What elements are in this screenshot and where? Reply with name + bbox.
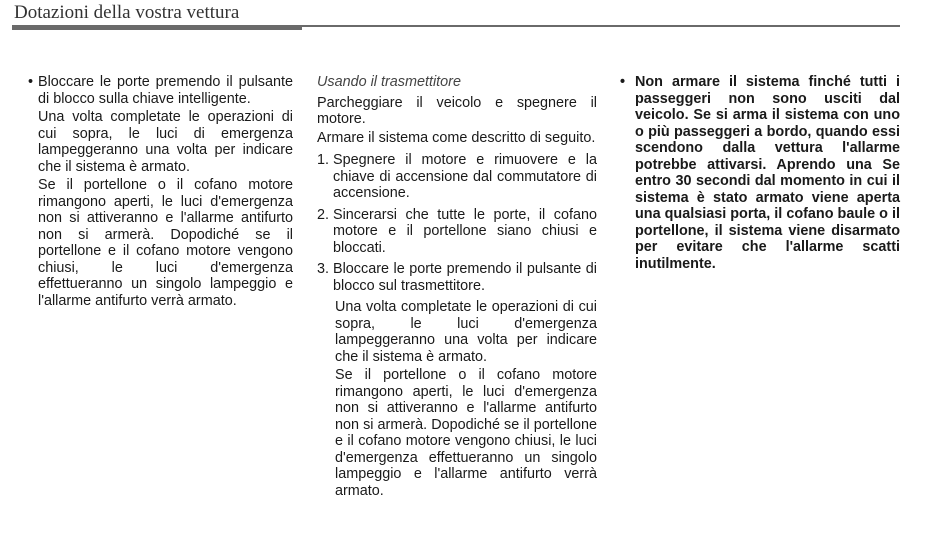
- bullet-item: [28, 74, 293, 107]
- paragraph: Se il portellone o il cofano motore rimangono aperti, le luci d'emergenza non si attiveranno e l'allarme antifurto non si armerà. Dopodiché se il portellone e il cofano motore vengono chiusi, le luci d'emergenza effettueranno un singolo lampeggio e l'allarme antifurto verrà armato.: [335, 367, 597, 499]
- column-1: [28, 74, 293, 311]
- step-item: [317, 261, 597, 294]
- step-item: [317, 152, 597, 202]
- section-subheading: Usando il trasmettitore: [317, 74, 461, 90]
- paragraph: Una volta completate le operazioni di cui sopra, le luci di emergenza lampeggeranno una volta per indicare che il sistema è armato.: [38, 109, 293, 175]
- page-title: Dotazioni della vostra vettura: [14, 2, 240, 23]
- paragraph: Se il portellone o il cofano motore rimangono aperti, le luci d'emergenza non si attiveranno e l'allarme antifurto non si armerà. Dopodiché se il portellone e il cofano motore vengono chiusi, le luci d'emergenza effettueranno un singolo lampeggio e l'allarme antifurto verrà armato.: [38, 177, 293, 309]
- column-2: [317, 74, 597, 501]
- step-number: 3.: [317, 261, 330, 277]
- bullet-marker: •: [28, 74, 34, 90]
- step-item: [317, 207, 597, 257]
- step-text: Bloccare le porte premendo il pulsante di blocco sul trasmettitore.: [333, 261, 597, 294]
- page-header: [12, 0, 900, 32]
- step-text: Spegnere il motore e rimuovere e la chiave di accensione dal commutatore di accensione.: [333, 152, 597, 201]
- column-3: [620, 74, 900, 274]
- paragraph: Armare il sistema come descritto di seguito.: [317, 129, 596, 146]
- step-number: 1.: [317, 152, 330, 168]
- step-text: Sincerarsi che tutte le porte, il cofano motore e il portellone siano chiusi e bloccati.: [333, 206, 597, 256]
- header-tab-bar: [12, 25, 302, 30]
- paragraph: Una volta completate le operazioni di cui sopra, le luci d'emergenza lampeggeranno una volta per indicare che il sistema è armato.: [335, 299, 597, 365]
- bullet-text: Bloccare le porte premendo il pulsante di blocco sulla chiave intelligente.: [38, 74, 293, 107]
- paragraph: Parcheggiare il veicolo e spegnere il motore.: [317, 94, 597, 127]
- bullet-marker: •: [620, 74, 626, 90]
- warning-text: Non armare il sistema finché tutti i passeggeri non sono usciti dal veicolo. Se si arma il sistema con uno o più passeggeri a bordo, quando essi scendono dalla vettura l'allarme potrebbe attivarsi. Aprendo una Se entro 30 secondi dal momento in cui il sistema è stato armato viene aperta una qualsiasi porta, il cofano baule o il portellone, il sistema viene disarmato per evitare che l'allarme scatti inutilmente.: [635, 74, 900, 272]
- step-number: 2.: [317, 206, 330, 223]
- warning-note: [620, 74, 900, 272]
